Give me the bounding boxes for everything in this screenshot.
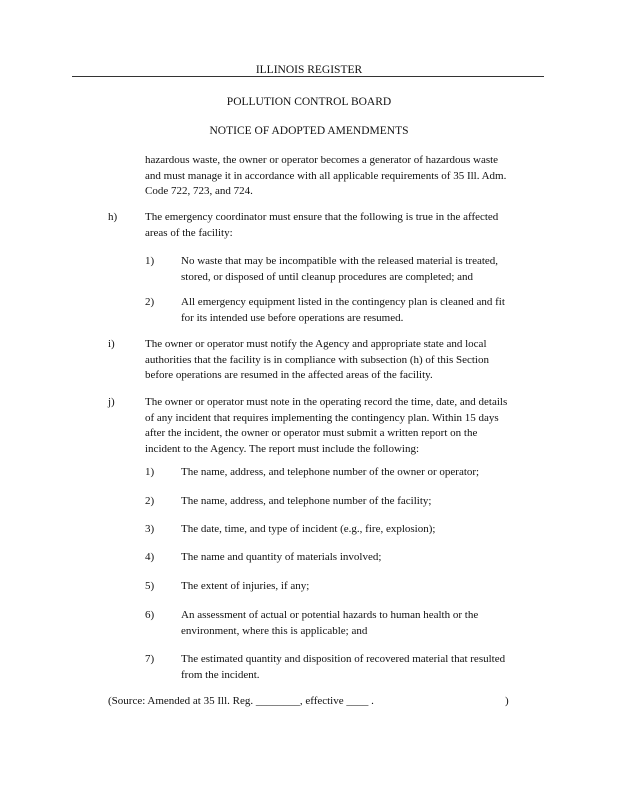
- board-title: POLLUTION CONTROL BOARD: [226, 96, 392, 108]
- j-item-4-text: [181, 550, 381, 566]
- j-item-1-text: [181, 465, 479, 481]
- register-title: ILLINOIS REGISTER: [255, 64, 363, 76]
- text-line: The name and quantity of materials involved;: [181, 551, 382, 563]
- h-item-1-text: [181, 254, 498, 285]
- source-note: (Source: Amended at 35 Ill. Reg. ________, effective ____ .: [108, 695, 374, 707]
- j-item-7-text: [181, 652, 505, 683]
- item-label: 2): [145, 296, 155, 308]
- text-line: from the incident.: [181, 668, 260, 681]
- item-label: 4): [145, 551, 155, 563]
- subsection-j-text: [145, 395, 507, 457]
- text-line: The name, address, and telephone number of the facility;: [181, 495, 432, 507]
- text-line: and must manage it in accordance with all applicable requirements of 35 Ill. Adm.: [145, 169, 507, 182]
- text-line: authorities that the facility is in compliance with subsection (h) of this Section: [145, 353, 489, 366]
- item-label: 5): [145, 580, 155, 592]
- text-line: The emergency coordinator must ensure that the following is true in the affected: [145, 211, 499, 223]
- text-line: The owner or operator must notify the Agency and appropriate state and local: [145, 338, 487, 350]
- j-item-3-text: [181, 522, 435, 538]
- subsection-h-text: [145, 210, 498, 241]
- item-label: 7): [145, 653, 155, 665]
- item-label: 6): [145, 609, 155, 621]
- text-line: No waste that may be incompatible with the released material is treated,: [181, 255, 499, 267]
- text-line: stored, or disposed of until cleanup procedures are completed; and: [181, 270, 474, 283]
- j-item-5-text: [181, 579, 309, 595]
- text-line: of any incident that requires implementing the contingency plan. Within 15 days: [145, 411, 499, 424]
- subsection-label-i: i): [108, 338, 115, 350]
- item-label: 1): [145, 466, 155, 478]
- text-line: environment, where this is applicable; and: [181, 624, 368, 637]
- subsection-i-text: [145, 337, 489, 384]
- continuation-paragraph: [145, 153, 506, 200]
- header-rule: [72, 76, 544, 77]
- item-label: 3): [145, 523, 155, 535]
- text-line: The estimated quantity and disposition of recovered material that resulted: [181, 653, 506, 665]
- text-line: before operations are resumed in the affected areas of the facility.: [145, 369, 433, 381]
- source-note-close: ): [505, 695, 509, 707]
- text-line: The extent of injuries, if any;: [181, 580, 310, 592]
- item-label: 2): [145, 495, 155, 507]
- text-line: after the incident, the owner or operator must submit a written report on the: [145, 427, 478, 439]
- text-line: The name, address, and telephone number of the owner or operator;: [181, 466, 480, 478]
- item-label: 1): [145, 255, 155, 267]
- j-item-6-text: [181, 608, 478, 639]
- text-line: hazardous waste, the owner or operator becomes a generator of hazardous waste: [145, 154, 499, 166]
- subsection-label-h: h): [108, 211, 118, 223]
- text-line: The owner or operator must note in the operating record the time, date, and details: [145, 396, 508, 408]
- text-line: An assessment of actual or potential hazards to human health or the: [181, 609, 479, 621]
- text-line: areas of the facility:: [145, 226, 233, 239]
- h-item-2-text: [181, 295, 505, 326]
- j-item-2-text: [181, 494, 431, 510]
- subsection-label-j: j): [108, 396, 115, 408]
- text-line: All emergency equipment listed in the contingency plan is cleaned and fit: [181, 296, 505, 308]
- text-line: for its intended use before operations are resumed.: [181, 311, 404, 324]
- text-line: incident to the Agency. The report must include the following:: [145, 442, 420, 455]
- notice-title: NOTICE OF ADOPTED AMENDMENTS: [209, 125, 409, 137]
- text-line: The date, time, and type of incident (e.g., fire, explosion);: [181, 523, 436, 535]
- text-line: Code 722, 723, and 724.: [145, 185, 253, 197]
